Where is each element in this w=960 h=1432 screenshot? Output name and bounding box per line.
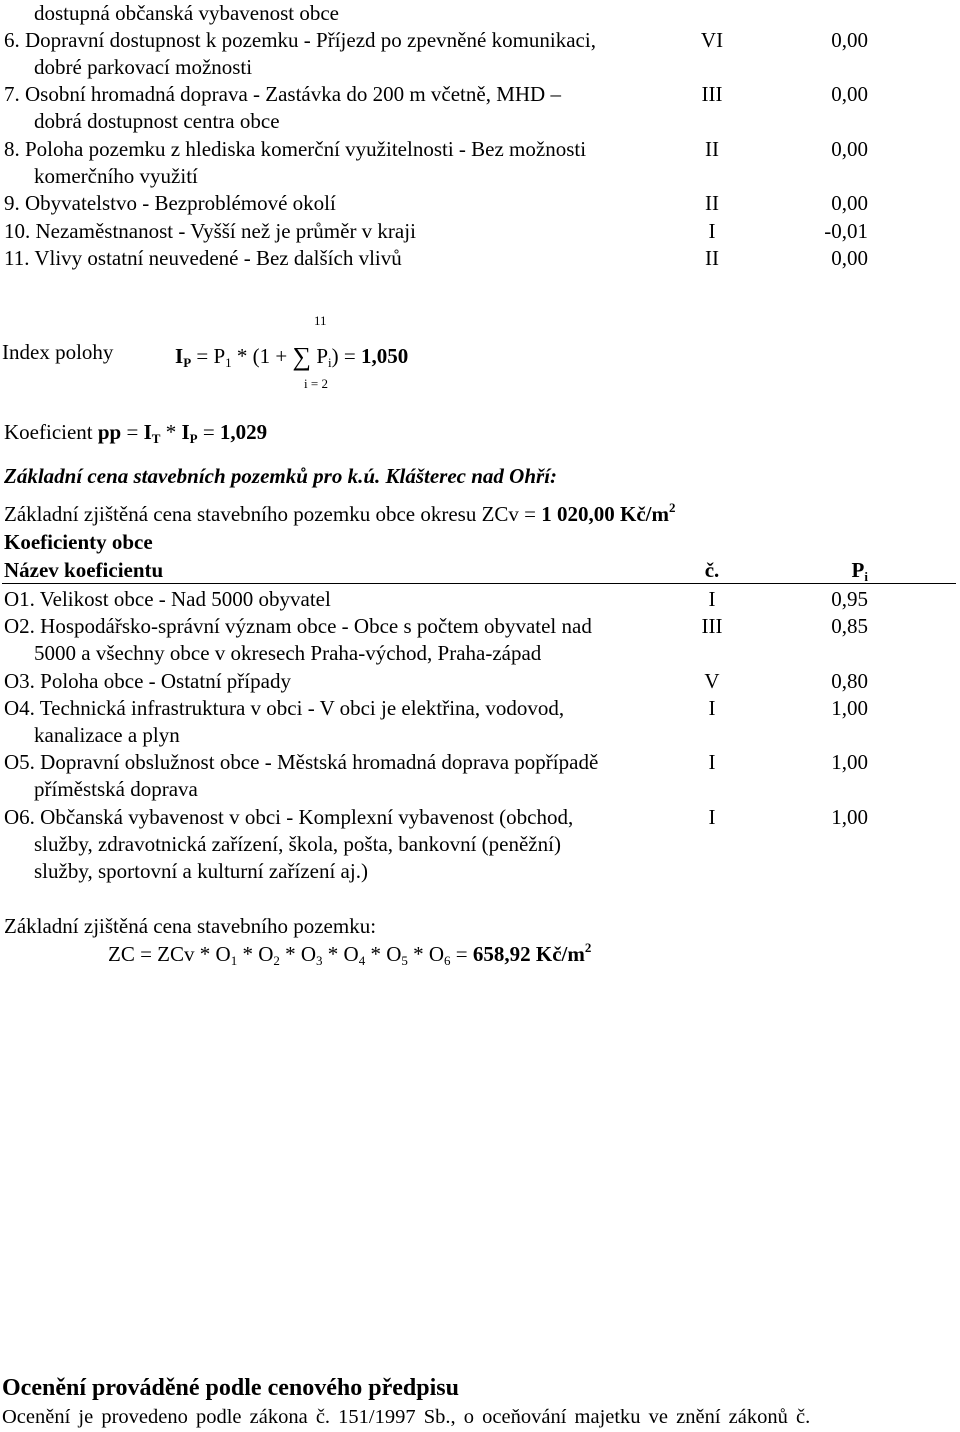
sigma-symbol: ∑ [292,342,312,371]
row-class: II [705,246,719,270]
coef-row-text: O4. Technická infrastruktura v obci - V obci je elektřina, vodovod, [4,696,565,720]
coef-row-class: I [708,696,716,720]
row-class: VI [700,28,724,52]
coef-row-class: I [708,750,716,774]
koeficienty-obce-heading: Koeficienty obce [4,530,153,554]
coef-row-value: 0,95 [831,587,868,611]
header-divider [2,583,956,584]
row-text: 7. Osobní hromadná doprava - Zastávka do 200 m včetně, MHD – [4,82,561,106]
row-value: 0,00 [831,82,868,106]
row-text: komerčního využití [34,164,198,188]
coef-row-text: kanalizace a plyn [34,723,180,747]
coef-row-class: V [704,669,720,693]
koeficient-result: 1,029 [219,420,268,444]
row-text: dobré parkovací možnosti [34,55,253,79]
coef-row-value: 0,80 [831,669,868,693]
coef-row-text: O1. Velikost obce - Nad 5000 obyvatel [4,587,331,611]
row-text: 11. Vlivy ostatní neuvedené - Bez dalších vlivů [4,246,402,270]
coef-row-value: 1,00 [831,696,868,720]
row-class: III [701,82,723,106]
header-name: Název koeficientu [4,558,164,582]
coef-row-text: služby, sportovní a kulturní zařízení aj.) [34,859,368,883]
koeficient-pp: Koeficient pp = $I_T * I_P = 1,029$ [4,420,268,446]
row-value: 0,00 [831,246,868,270]
oceneni-heading: Ocenění prováděné podle cenového předpisu [2,1375,459,1401]
header-value: $P_i$ [851,558,868,584]
index-polohy-result: 1,050 [360,344,409,368]
zc-result: 658,92 Kč/m [472,942,585,966]
row-text: 9. Obyvatelstvo - Bezproblémové okolí [4,191,336,215]
index-polohy-formula: $I_P = P_1 * (1$ + ∑ $P_i) = 1,050$ [175,342,409,371]
row-text: 8. Poloha pozemku z hlediska komerční využitelnosti - Bez možnosti [4,137,587,161]
coef-row-class: I [708,587,716,611]
index-polohy-label: Index polohy [2,340,114,364]
coef-row-text: služby, zdravotnická zařízení, škola, pošta, bankovní (peněžní) [34,832,561,856]
coef-row-value: 1,00 [831,750,868,774]
row-text: 10. Nezaměstnanost - Vyšší než je průměr v kraji [4,219,416,243]
coef-row-class: III [701,614,723,638]
row-value: 0,00 [831,137,868,161]
coef-row-text: příměstská doprava [34,777,198,801]
oceneni-text: Ocenění je provedeno podle zákona č. 151/1997 Sb., o oceňování majetku ve znění zákonů č. [2,1406,811,1428]
row-class: II [705,191,719,215]
header-class: č. [704,558,720,582]
row-value: -0,01 [824,219,868,243]
sum-lower-limit: i = 2 [304,376,328,391]
row-text: dobrá dostupnost centra obce [34,109,280,133]
zc-formula: ZC = ZCv * $O_1 * O_2 * O_3 * O_4 * O_5 * O_6 = 658,92$ $Kč/m^2$ [108,940,592,968]
coef-row-text: O3. Poloha obce - Ostatní případy [4,669,291,693]
sum-upper-limit: 11 [314,313,327,328]
coef-row-value: 0,85 [831,614,868,638]
coef-row-text: O2. Hospodářsko-správní význam obce - Obce s počtem obyvatel nad [4,614,592,638]
coef-row-text: 5000 a všechny obce v okresech Praha-východ, Praha-západ [34,641,542,665]
row-text: dostupná občanská vybavenost obce [34,1,340,25]
coef-row-class: I [708,805,716,829]
row-text: 6. Dopravní dostupnost k pozemku - Příjezd po zpevněné komunikaci, [4,28,596,52]
row-class: I [708,219,716,243]
row-value: 0,00 [831,28,868,52]
zcv-value: 1 020,00 Kč/m [541,502,669,526]
coef-row-text: O6. Občanská vybavenost v obci - Komplexní vybavenost (obchod, [4,805,574,829]
row-value: 0,00 [831,191,868,215]
coef-row-value: 1,00 [831,805,868,829]
row-class: II [705,137,719,161]
coef-row-text: O5. Dopravní obslužnost obce - Městská hromadná doprava popřípadě [4,750,599,774]
zakladni-cena-heading: Základní cena stavebních pozemků pro k.ú. Klášterec nad Ohří: [4,464,558,488]
zcv-line: Základní zjištěná cena stavebního pozemku obce okresu ZCv = 1 020,00 $Kč/m^2$ [4,500,676,526]
zc-label: Základní zjištěná cena stavebního pozemku: [4,914,377,938]
